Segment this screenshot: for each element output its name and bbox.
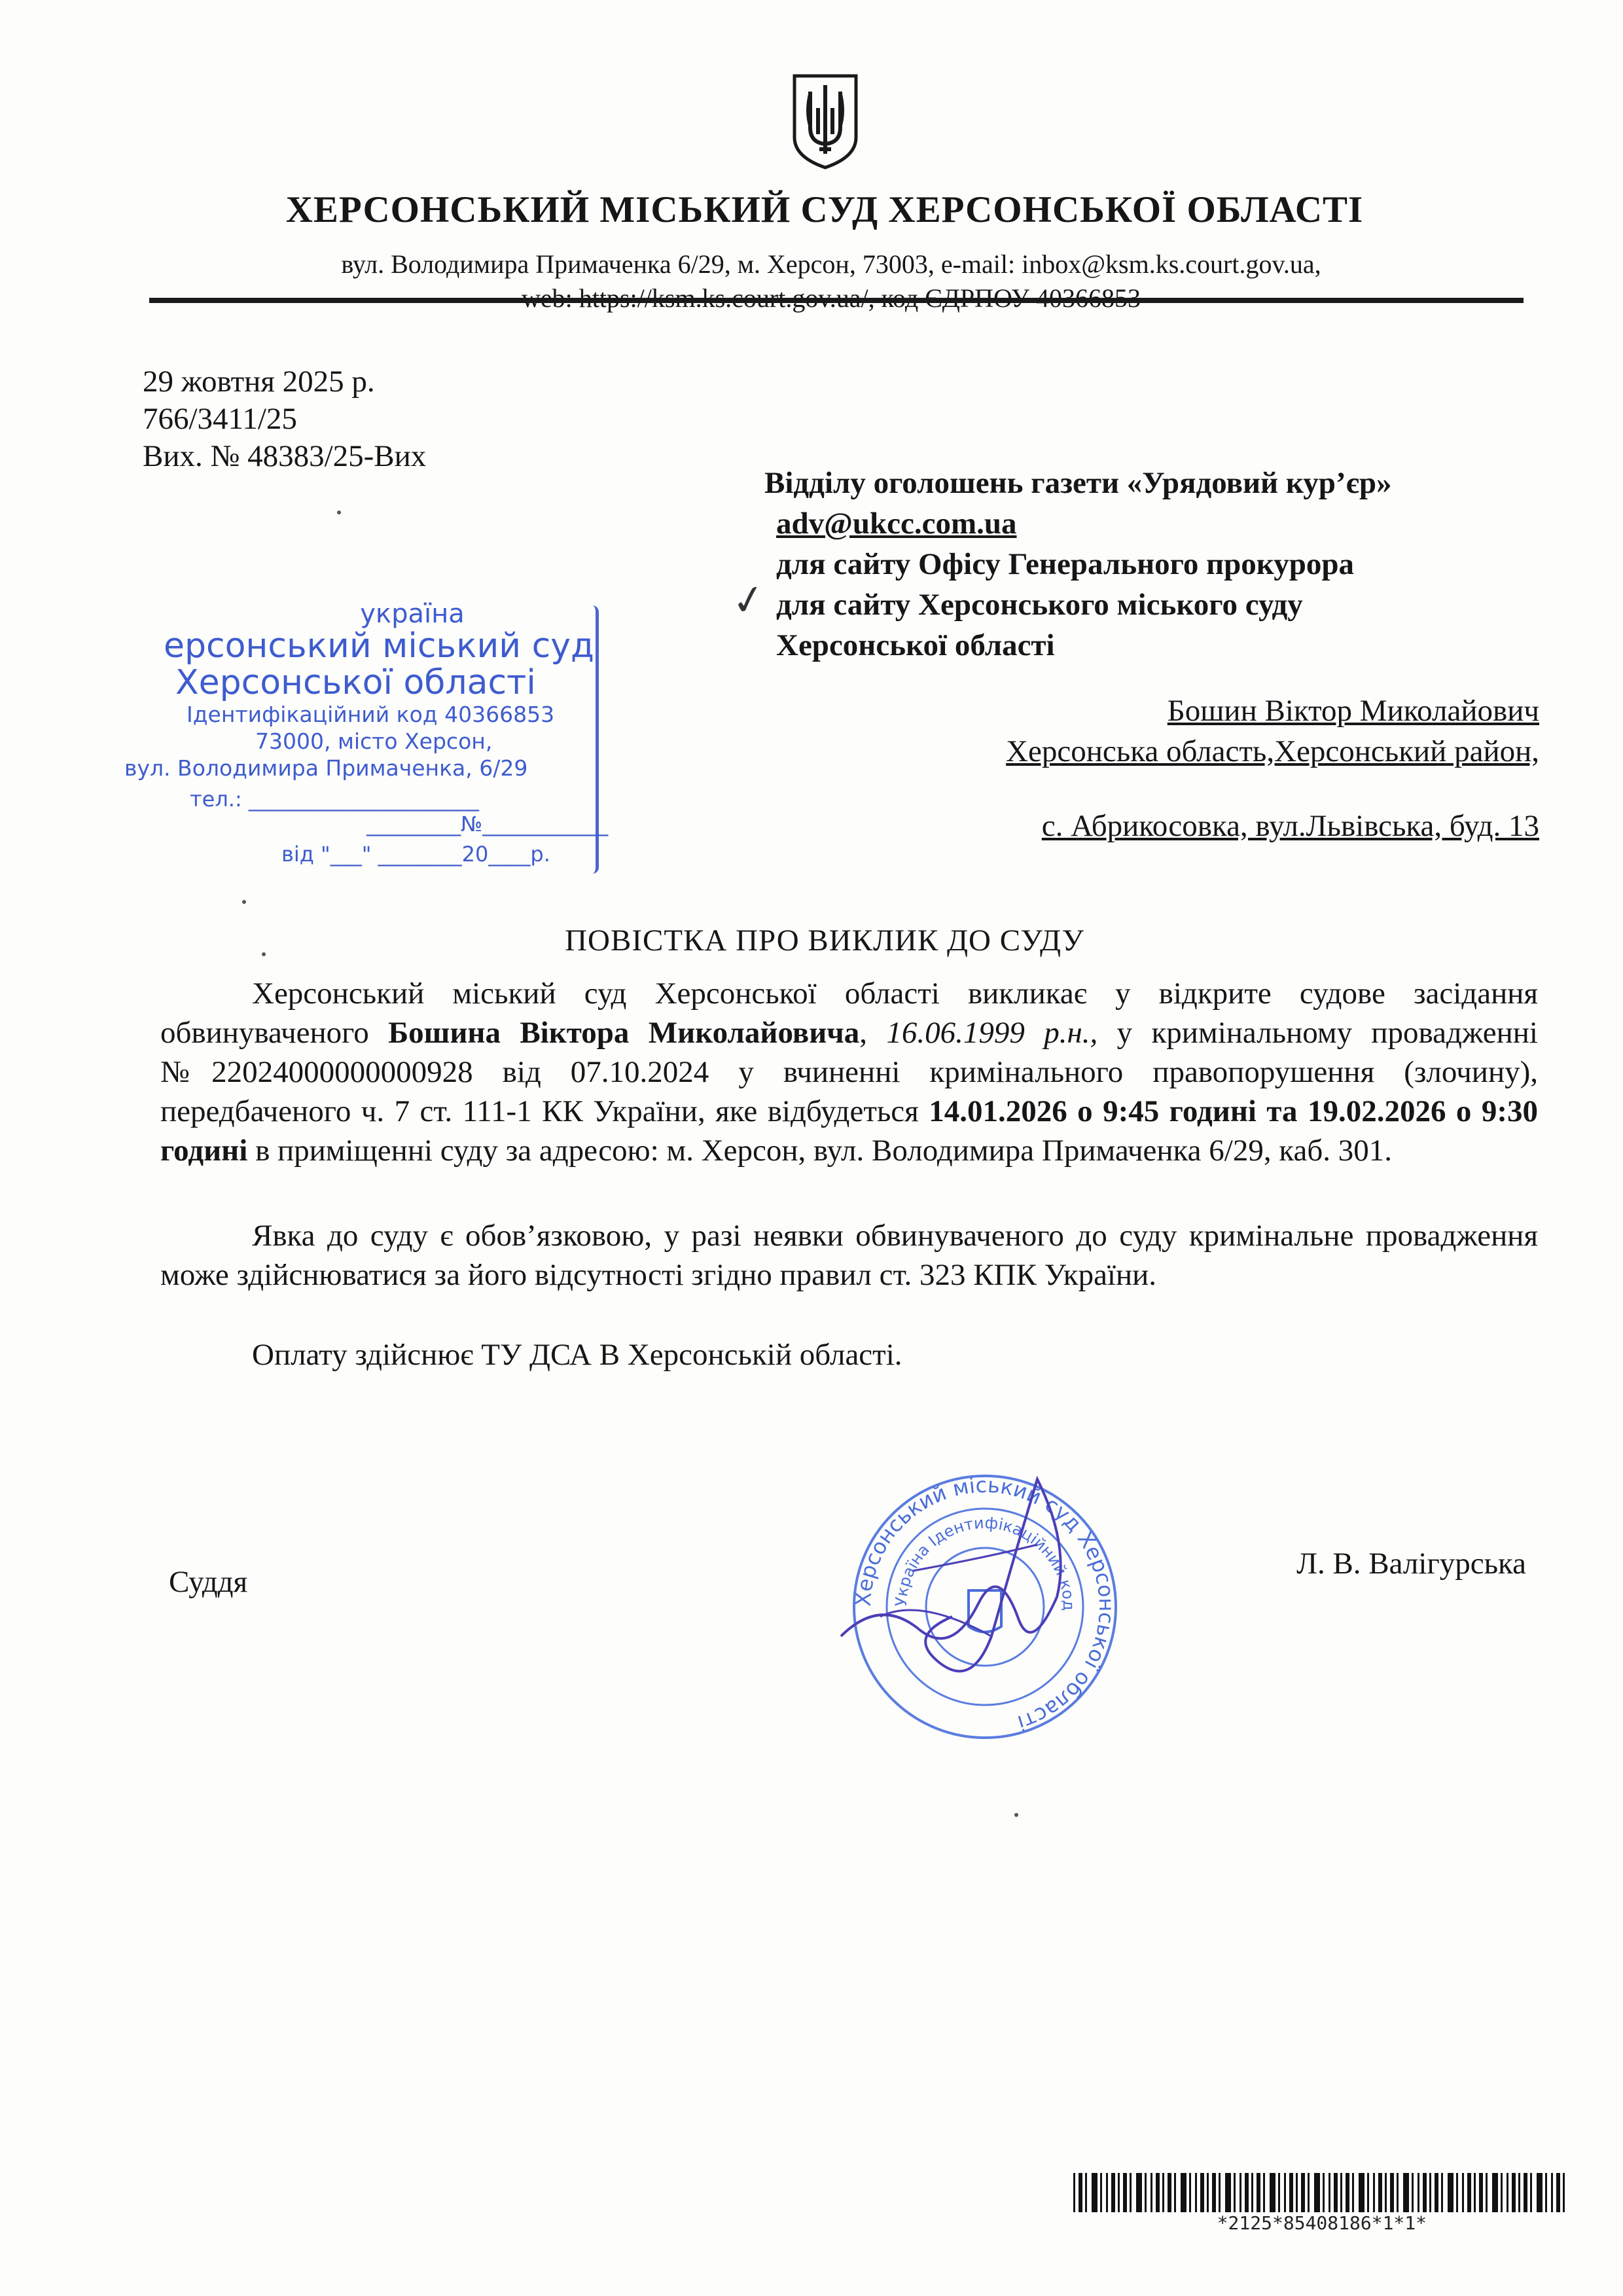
trident-coat-of-arms-icon: [791, 72, 860, 170]
barcode-bar: [1479, 2173, 1483, 2212]
subpoena-title: ПОВІСТКА ПРО ВИКЛИК ДО СУДУ: [565, 924, 1084, 958]
header-divider: [149, 298, 1524, 303]
barcode-bar: [1270, 2173, 1275, 2212]
barcode-bar: [1145, 2173, 1147, 2212]
check-mark-icon: ✓: [728, 575, 770, 626]
barcode-bar: [1346, 2173, 1349, 2212]
barcode-bar: [1530, 2173, 1532, 2212]
barcode-bar: [1092, 2173, 1097, 2212]
stamp-number: _________№____________: [366, 812, 609, 836]
recipient-court-site: для сайту Херсонського міського суду: [776, 588, 1303, 622]
barcode-bar: [1462, 2173, 1464, 2212]
barcode-bar: [1219, 2173, 1221, 2212]
stamp-court-name: ерсонський міський суд: [164, 626, 594, 666]
scan-speck: [242, 900, 246, 904]
barcode-bar: [1397, 2173, 1399, 2212]
court-name: ХЕРСОНСЬКИЙ МІСЬКИЙ СУД ХЕРСОНСЬКОЇ ОБЛАСТІ: [285, 189, 1364, 230]
barcode-bar: [1367, 2173, 1369, 2212]
barcode-bar: [1156, 2173, 1160, 2212]
barcode-bar: [1524, 2173, 1527, 2212]
defendant-dob: 16.06.1999 р.н.,: [886, 1016, 1098, 1050]
addressee-street: с. Абрикосовка, вул.Львівська, буд. 13: [1041, 809, 1539, 843]
barcode-bar: [1378, 2173, 1382, 2212]
barcode-bar: [1551, 2173, 1553, 2212]
barcode-bar: [1100, 2173, 1102, 2212]
barcode-bar: [1123, 2173, 1127, 2212]
barcode-bar: [1556, 2173, 1560, 2212]
barcode-bar: [1150, 2173, 1152, 2212]
document-date: 29 жовтня 2025 р.: [143, 365, 375, 399]
barcode-bar: [1518, 2173, 1520, 2212]
barcode-bar: [1181, 2173, 1186, 2212]
subpoena-body: [160, 974, 1538, 1374]
barcode-bar: [1200, 2173, 1204, 2212]
barcode-bar: [1301, 2173, 1305, 2212]
registration-stamp: [124, 599, 609, 874]
barcode-bar: [1314, 2173, 1320, 2212]
barcode-bar: [1507, 2173, 1508, 2212]
body-paragraph-3: Оплату здійснює ТУ ДСА В Херсонській області.: [252, 1338, 902, 1372]
court-address-line1: вул. Володимира Примаченка 6/29, м. Херсон, 73003, e-mail: inbox@ksm.ks.court.gov.ua,: [341, 249, 1321, 279]
barcode-bar: [1245, 2173, 1249, 2212]
defendant-name: Бошина Віктора Миколайовича: [388, 1016, 860, 1050]
recipients-block: [764, 463, 1392, 666]
barcode-bar: [1448, 2173, 1454, 2212]
barcode-bar: [1423, 2173, 1427, 2212]
barcode-bar: [1340, 2173, 1342, 2212]
barcode-bar: [1174, 2173, 1176, 2212]
barcode-bar: [1373, 2173, 1375, 2212]
barcode-number: *2125*85408186*1*1*: [1217, 2212, 1427, 2234]
barcode-bar: [1284, 2173, 1286, 2212]
barcode-bar: [1212, 2173, 1216, 2212]
barcode-bar: [1474, 2173, 1476, 2212]
barcode-bar: [1403, 2173, 1409, 2212]
barcode-bar: [1359, 2173, 1364, 2212]
barcode-bar: [1456, 2173, 1458, 2212]
addressee-block: [1006, 691, 1539, 846]
scan-speck: [1014, 1813, 1018, 1817]
stamp-tel: тел.: ______________________: [190, 787, 479, 812]
barcode-bar: [1225, 2173, 1231, 2212]
hearing-dates: 14.01.2026 о 9:45 годині та 19.02.2026 о 9:30 годині: [160, 1094, 1538, 1168]
addressee-name: Бошин Віктор Миколайович: [1167, 694, 1539, 728]
barcode-bar: [1240, 2173, 1241, 2212]
document-meta: [143, 363, 426, 475]
recipient-newspaper: Відділу оголошень газети «Урядовий кур’єр»: [764, 466, 1392, 500]
barcode-bar: [1334, 2173, 1338, 2212]
barcode-bar: [1486, 2173, 1488, 2212]
barcode-bar: [1263, 2173, 1265, 2212]
barcode-bar: [1085, 2173, 1087, 2212]
outgoing-number: Вих. № 48383/25-Вих: [143, 439, 427, 473]
scan-speck: [262, 952, 266, 956]
addressee-region: Херсонська область,Херсонський район,: [1006, 734, 1539, 768]
recipient-email: adv@ukcc.com.ua: [776, 507, 1017, 541]
barcode-bar: [1537, 2173, 1543, 2212]
barcode-bar: [1441, 2173, 1443, 2212]
body-paragraph-1: Херсонський міський суд Херсонської області викликає у відкрите судове засідання обвинуваченого Бошина Віктора Миколайовича, 16.06.1999 р.н., у кримінальному провадженні №22024000000000928 від 07.10.2024 у вчиненні кримінального правопорушення (злочину), передбаченого ч. 7 ст. 111-1 КК України, яке відбудеться 14.01.2026 о 9:45 годині та 19.02.2026 о 9:30 годині в приміщенні суду за адресою: м. Херсон, вул. Володимира Примаченка 6/29, каб. 301.: [160, 977, 1538, 1168]
barcode-bar: [1195, 2173, 1197, 2212]
body-paragraph-2: Явка до суду є обов’язковою, у разі неявки обвинуваченого до суду кримінальне провадження може здійснюватися за його відсутності згідно правил ст. 323 КПК України.: [160, 1219, 1538, 1292]
court-address-line2: web: https://ksm.ks.court.gov.ua/, код ЄДРПОУ 40366853: [522, 283, 1141, 313]
barcode-bar: [1501, 2173, 1503, 2212]
barcode-bar: [1352, 2173, 1354, 2212]
barcode-bar: [1308, 2173, 1310, 2212]
barcode-bar: [1106, 2173, 1108, 2212]
barcode-bar: [1429, 2173, 1431, 2212]
barcode-bar: [1512, 2173, 1516, 2212]
document-barcode: [1073, 2173, 1571, 2212]
recipient-court-site-region: Херсонської області: [776, 628, 1055, 662]
judge-name: Л. В. Валігурська: [1296, 1547, 1526, 1581]
barcode-bar: [1130, 2173, 1132, 2212]
barcode-bar: [1289, 2173, 1293, 2212]
stamp-city: 73000, місто Херсон,: [255, 728, 493, 754]
court-seal: [821, 1466, 1149, 1748]
stamp-date: від "___" ________20____р.: [281, 842, 550, 867]
stamp-country: україна: [360, 599, 465, 629]
barcode-bar: [1563, 2173, 1565, 2212]
barcode-bar: [1329, 2173, 1330, 2212]
barcode-bar: [1385, 2173, 1387, 2212]
barcode-bar: [1162, 2173, 1164, 2212]
scan-speck: [337, 511, 341, 514]
judge-label: Суддя: [169, 1565, 248, 1599]
barcode-bar: [1412, 2173, 1414, 2212]
svg-text:Україна Ідентифікаційний код: Україна Ідентифікаційний код: [891, 1513, 1079, 1611]
barcode-bar: [1168, 2173, 1171, 2212]
stamp-street: вул. Володимира Примаченка, 6/29: [124, 755, 528, 781]
recipient-prosecutor: для сайту Офісу Генерального прокурора: [776, 547, 1354, 581]
barcode-bar: [1435, 2173, 1438, 2212]
barcode-bar: [1234, 2173, 1236, 2212]
barcode-bar: [1251, 2173, 1253, 2212]
barcode-bar: [1207, 2173, 1209, 2212]
barcode-bar: [1545, 2173, 1547, 2212]
barcode-bar: [1390, 2173, 1394, 2212]
barcode-bar: [1296, 2173, 1298, 2212]
barcode-bar: [1278, 2173, 1280, 2212]
stamp-region: Херсонської області: [175, 663, 536, 702]
barcode-bar: [1073, 2173, 1075, 2212]
case-number: 766/3411/25: [143, 402, 297, 436]
barcode-bar: [1257, 2173, 1260, 2212]
barcode-bar: [1136, 2173, 1142, 2212]
barcode-bar: [1323, 2173, 1325, 2212]
barcode-bar: [1418, 2173, 1419, 2212]
barcode-bar: [1111, 2173, 1115, 2212]
stamp-id-code: Ідентифікаційний код 40366853: [187, 702, 555, 727]
barcode-bar: [1118, 2173, 1120, 2212]
barcode-bar: [1079, 2173, 1082, 2212]
svg-text:Херсонський міський суд Херсон: Херсонський міський суд Херсонської області: [850, 1472, 1120, 1736]
court-address: [0, 247, 1623, 315]
barcode-bar: [1189, 2173, 1191, 2212]
barcode-bar: [1467, 2173, 1471, 2212]
barcode-bar: [1492, 2173, 1498, 2212]
